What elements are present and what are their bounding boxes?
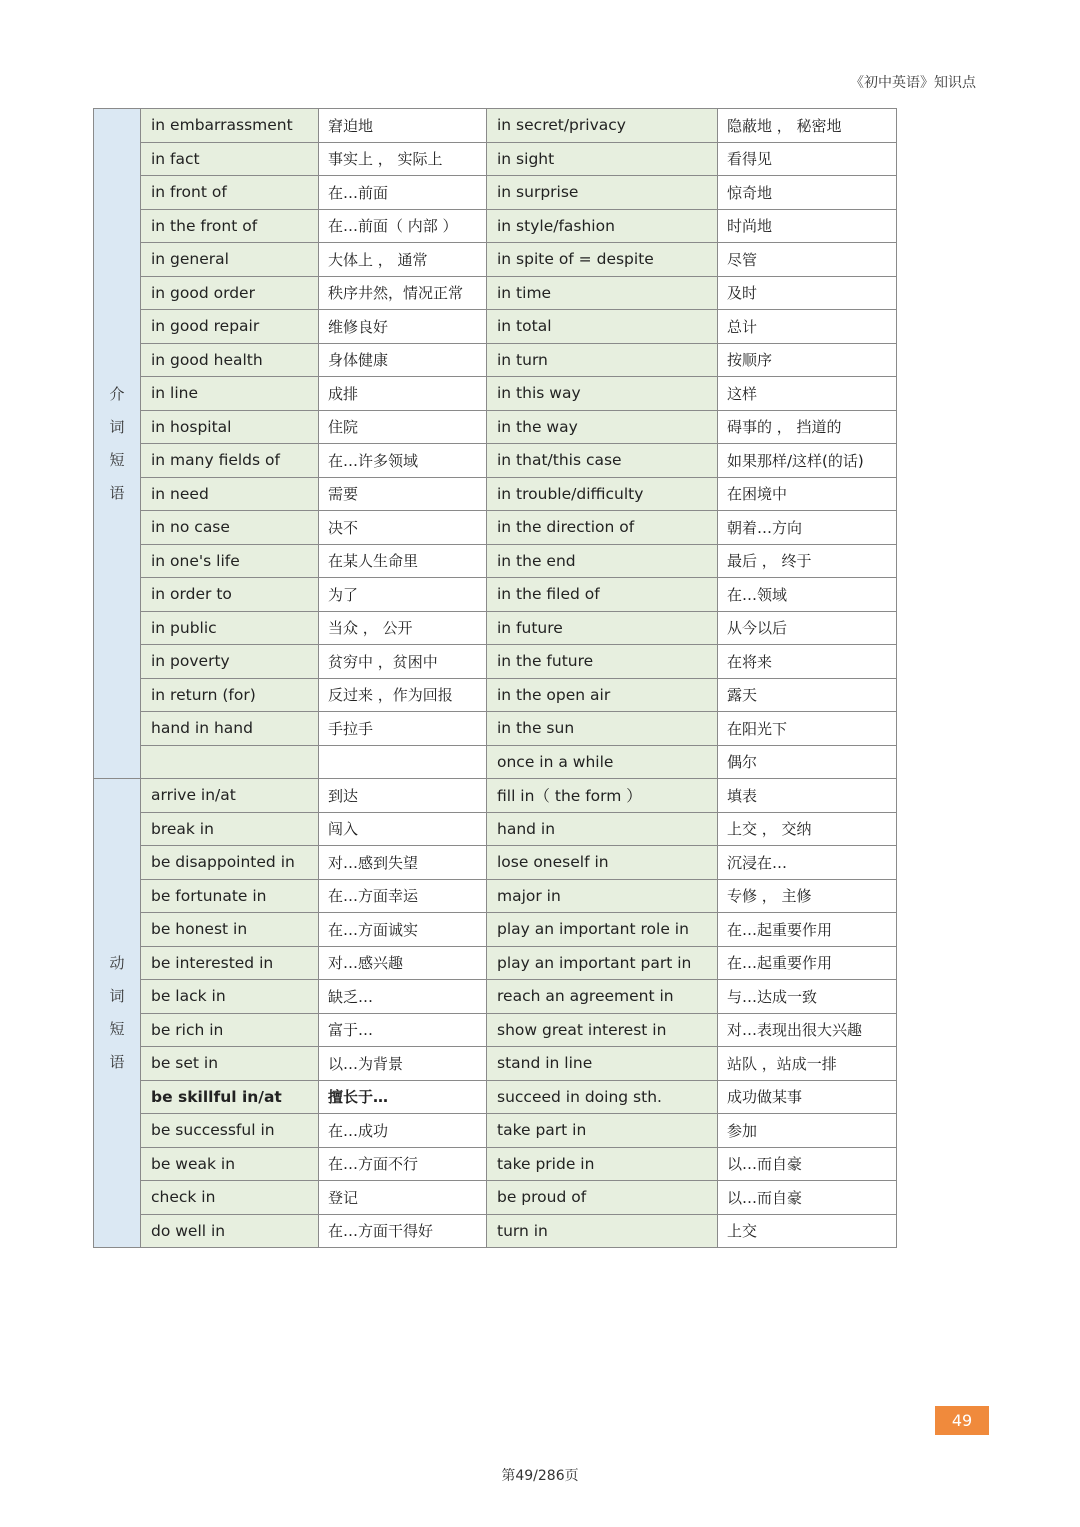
meaning-cell: 闯入 bbox=[319, 812, 487, 846]
phrase-cell: in good repair bbox=[141, 310, 319, 344]
meaning-cell: 在…前面 bbox=[319, 176, 487, 210]
meaning-cell: 上交 bbox=[718, 1214, 897, 1248]
phrase-cell: be weak in bbox=[141, 1147, 319, 1181]
meaning-cell: 大体上 ， 通常 bbox=[319, 243, 487, 277]
table-row bbox=[94, 1147, 897, 1181]
phrase-cell: in the future bbox=[487, 645, 718, 679]
meaning-cell: 在将来 bbox=[718, 645, 897, 679]
meaning-cell: 在…方面幸运 bbox=[319, 879, 487, 913]
table-row bbox=[94, 444, 897, 478]
meaning-cell: 及时 bbox=[718, 276, 897, 310]
phrase-cell: be proud of bbox=[487, 1181, 718, 1215]
phrase-cell: in time bbox=[487, 276, 718, 310]
meaning-cell: 参加 bbox=[718, 1114, 897, 1148]
phrase-cell: turn in bbox=[487, 1214, 718, 1248]
section-label bbox=[94, 109, 141, 779]
meaning-cell: 身体健康 bbox=[319, 343, 487, 377]
phrase-cell: in fact bbox=[141, 142, 319, 176]
meaning-cell: 在…起重要作用 bbox=[718, 913, 897, 947]
phrase-cell: do well in bbox=[141, 1214, 319, 1248]
table-row bbox=[94, 1214, 897, 1248]
phrase-cell: in trouble/difficulty bbox=[487, 477, 718, 511]
meaning-cell: 需要 bbox=[319, 477, 487, 511]
meaning-cell: 维修良好 bbox=[319, 310, 487, 344]
phrase-cell: in that/this case bbox=[487, 444, 718, 478]
table-row bbox=[94, 846, 897, 880]
phrase-cell: in general bbox=[141, 243, 319, 277]
meaning-cell: 为了 bbox=[319, 578, 487, 612]
phrase-cell: in surprise bbox=[487, 176, 718, 210]
phrase-cell: in the direction of bbox=[487, 511, 718, 545]
meaning-cell: 以…而自豪 bbox=[718, 1147, 897, 1181]
table-row bbox=[94, 276, 897, 310]
meaning-cell bbox=[319, 745, 487, 779]
phrase-cell: succeed in doing sth. bbox=[487, 1080, 718, 1114]
meaning-cell: 填表 bbox=[718, 779, 897, 813]
table-row bbox=[94, 310, 897, 344]
meaning-cell: 手拉手 bbox=[319, 712, 487, 746]
phrase-cell: be interested in bbox=[141, 946, 319, 980]
table-row bbox=[94, 176, 897, 210]
meaning-cell: 决不 bbox=[319, 511, 487, 545]
phrase-cell: in front of bbox=[141, 176, 319, 210]
phrase-cell: show great interest in bbox=[487, 1013, 718, 1047]
phrase-cell: in the end bbox=[487, 544, 718, 578]
phrase-cell: hand in hand bbox=[141, 712, 319, 746]
table-row bbox=[94, 712, 897, 746]
table-row bbox=[94, 578, 897, 612]
phrase-cell: in the front of bbox=[141, 209, 319, 243]
meaning-cell: 在…方面诚实 bbox=[319, 913, 487, 947]
meaning-cell: 在阳光下 bbox=[718, 712, 897, 746]
meaning-cell: 在…前面（ 内部 ） bbox=[319, 209, 487, 243]
table-row bbox=[94, 209, 897, 243]
phrase-cell: in sight bbox=[487, 142, 718, 176]
phrase-cell: in secret/privacy bbox=[487, 109, 718, 143]
table-row bbox=[94, 1013, 897, 1047]
meaning-cell: 露天 bbox=[718, 678, 897, 712]
meaning-cell: 在某人生命里 bbox=[319, 544, 487, 578]
phrase-cell: be rich in bbox=[141, 1013, 319, 1047]
phrase-cell: be skillful in/at bbox=[141, 1080, 319, 1114]
meaning-cell: 对…感到失望 bbox=[319, 846, 487, 880]
phrase-cell: in the sun bbox=[487, 712, 718, 746]
phrase-cell: take part in bbox=[487, 1114, 718, 1148]
meaning-cell: 到达 bbox=[319, 779, 487, 813]
meaning-cell: 富于… bbox=[319, 1013, 487, 1047]
meaning-cell: 缺乏… bbox=[319, 980, 487, 1014]
meaning-cell: 与…达成一致 bbox=[718, 980, 897, 1014]
phrase-cell: be disappointed in bbox=[141, 846, 319, 880]
table-row bbox=[94, 645, 897, 679]
phrase-cell: play an important part in bbox=[487, 946, 718, 980]
phrase-cell: be fortunate in bbox=[141, 879, 319, 913]
meaning-cell: 尽管 bbox=[718, 243, 897, 277]
meaning-cell: 窘迫地 bbox=[319, 109, 487, 143]
table-row bbox=[94, 109, 897, 143]
meaning-cell: 擅长于… bbox=[319, 1080, 487, 1114]
meaning-cell: 偶尔 bbox=[718, 745, 897, 779]
meaning-cell: 总计 bbox=[718, 310, 897, 344]
meaning-cell: 事实上 ， 实际上 bbox=[319, 142, 487, 176]
phrase-cell: check in bbox=[141, 1181, 319, 1215]
phrase-cell: in embarrassment bbox=[141, 109, 319, 143]
phrase-cell: in the open air bbox=[487, 678, 718, 712]
meaning-cell: 在…成功 bbox=[319, 1114, 487, 1148]
meaning-cell: 站队 ，站成一排 bbox=[718, 1047, 897, 1081]
phrase-cell: lose oneself in bbox=[487, 846, 718, 880]
table-row bbox=[94, 1114, 897, 1148]
phrase-cell: in good health bbox=[141, 343, 319, 377]
meaning-cell: 秩序井然，情况正常 bbox=[319, 276, 487, 310]
meaning-cell: 最后 ， 终于 bbox=[718, 544, 897, 578]
table-row bbox=[94, 243, 897, 277]
meaning-cell: 隐蔽地 ， 秘密地 bbox=[718, 109, 897, 143]
meaning-cell: 当众 ， 公开 bbox=[319, 611, 487, 645]
phrase-cell: be successful in bbox=[141, 1114, 319, 1148]
meaning-cell: 以…为背景 bbox=[319, 1047, 487, 1081]
meaning-cell: 成功做某事 bbox=[718, 1080, 897, 1114]
section-label bbox=[94, 779, 141, 1248]
phrase-cell: take pride in bbox=[487, 1147, 718, 1181]
table-row bbox=[94, 913, 897, 947]
page-footer: 第49/286页 bbox=[501, 1468, 579, 1484]
phrase-cell: in turn bbox=[487, 343, 718, 377]
table-row bbox=[94, 1080, 897, 1114]
table-row bbox=[94, 1181, 897, 1215]
meaning-cell: 看得见 bbox=[718, 142, 897, 176]
meaning-cell: 住院 bbox=[319, 410, 487, 444]
meaning-cell: 碍事的 ， 挡道的 bbox=[718, 410, 897, 444]
phrase-cell: in this way bbox=[487, 377, 718, 411]
meaning-cell: 贫穷中 ，贫困中 bbox=[319, 645, 487, 679]
phrase-cell: in style/fashion bbox=[487, 209, 718, 243]
phrase-cell: hand in bbox=[487, 812, 718, 846]
phrase-cell: be set in bbox=[141, 1047, 319, 1081]
page-number-badge: 49 bbox=[935, 1406, 989, 1435]
phrase-cell: major in bbox=[487, 879, 718, 913]
table-row bbox=[94, 779, 897, 813]
phrase-cell: in many fields of bbox=[141, 444, 319, 478]
meaning-cell: 反过来 ，作为回报 bbox=[319, 678, 487, 712]
meaning-cell: 在…许多领域 bbox=[319, 444, 487, 478]
table-row bbox=[94, 142, 897, 176]
table-row bbox=[94, 812, 897, 846]
phrase-table bbox=[93, 108, 897, 1248]
meaning-cell: 对…表现出很大兴趣 bbox=[718, 1013, 897, 1047]
phrase-cell: break in bbox=[141, 812, 319, 846]
phrase-cell: in the way bbox=[487, 410, 718, 444]
table-row bbox=[94, 1047, 897, 1081]
phrase-cell: in poverty bbox=[141, 645, 319, 679]
meaning-cell: 按顺序 bbox=[718, 343, 897, 377]
meaning-cell: 在困境中 bbox=[718, 477, 897, 511]
meaning-cell: 从今以后 bbox=[718, 611, 897, 645]
table-row bbox=[94, 980, 897, 1014]
table-row bbox=[94, 410, 897, 444]
phrase-cell: fill in（ the form ） bbox=[487, 779, 718, 813]
phrase-cell: in good order bbox=[141, 276, 319, 310]
phrase-cell: in public bbox=[141, 611, 319, 645]
phrase-cell: in order to bbox=[141, 578, 319, 612]
phrase-cell: in future bbox=[487, 611, 718, 645]
phrase-cell: in no case bbox=[141, 511, 319, 545]
phrase-cell: in the filed of bbox=[487, 578, 718, 612]
meaning-cell: 专修 ， 主修 bbox=[718, 879, 897, 913]
phrase-cell: arrive in/at bbox=[141, 779, 319, 813]
table-row bbox=[94, 678, 897, 712]
meaning-cell: 对…感兴趣 bbox=[319, 946, 487, 980]
meaning-cell: 这样 bbox=[718, 377, 897, 411]
meaning-cell: 时尚地 bbox=[718, 209, 897, 243]
phrase-cell: in hospital bbox=[141, 410, 319, 444]
meaning-cell: 成排 bbox=[319, 377, 487, 411]
document-header-title: 《初中英语》知识点 bbox=[850, 75, 976, 91]
table-row bbox=[94, 343, 897, 377]
phrase-cell: stand in line bbox=[487, 1047, 718, 1081]
phrase-cell: in line bbox=[141, 377, 319, 411]
phrase-cell: play an important role in bbox=[487, 913, 718, 947]
phrase-cell: once in a while bbox=[487, 745, 718, 779]
meaning-cell: 在…起重要作用 bbox=[718, 946, 897, 980]
meaning-cell: 沉浸在… bbox=[718, 846, 897, 880]
meaning-cell: 惊奇地 bbox=[718, 176, 897, 210]
phrase-cell: in one's life bbox=[141, 544, 319, 578]
phrase-cell: in total bbox=[487, 310, 718, 344]
section-label-text: 介词短语 bbox=[109, 384, 125, 502]
table-row bbox=[94, 946, 897, 980]
table-row bbox=[94, 611, 897, 645]
table-row bbox=[94, 544, 897, 578]
table-row bbox=[94, 377, 897, 411]
phrase-cell: in need bbox=[141, 477, 319, 511]
meaning-cell: 朝着…方向 bbox=[718, 511, 897, 545]
phrase-cell: reach an agreement in bbox=[487, 980, 718, 1014]
meaning-cell: 在…方面不行 bbox=[319, 1147, 487, 1181]
phrase-cell: in return (for) bbox=[141, 678, 319, 712]
meaning-cell: 登记 bbox=[319, 1181, 487, 1215]
table-row bbox=[94, 745, 897, 779]
phrase-cell: in spite of = despite bbox=[487, 243, 718, 277]
meaning-cell: 上交 ， 交纳 bbox=[718, 812, 897, 846]
table-row bbox=[94, 511, 897, 545]
meaning-cell: 在…领域 bbox=[718, 578, 897, 612]
section-label-text: 动词短语 bbox=[109, 954, 125, 1071]
phrase-cell: be honest in bbox=[141, 913, 319, 947]
meaning-cell: 在…方面干得好 bbox=[319, 1214, 487, 1248]
meaning-cell: 如果那样/这样(的话) bbox=[718, 444, 897, 478]
phrase-cell bbox=[141, 745, 319, 779]
table-row bbox=[94, 477, 897, 511]
meaning-cell: 以…而自豪 bbox=[718, 1181, 897, 1215]
table-row bbox=[94, 879, 897, 913]
phrase-cell: be lack in bbox=[141, 980, 319, 1014]
